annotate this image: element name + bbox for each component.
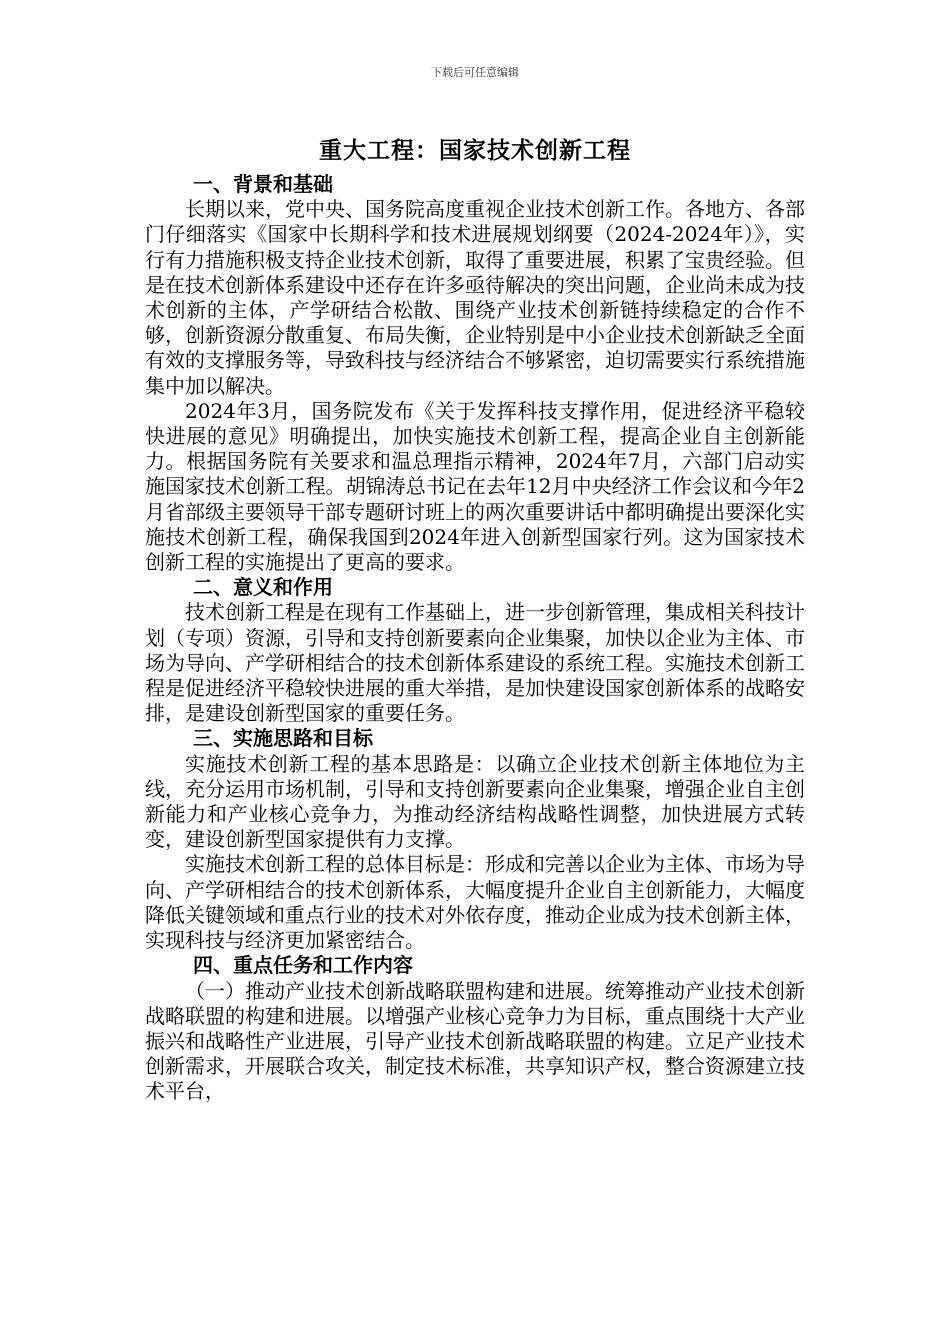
document-body xyxy=(145,172,805,1105)
section-heading: 四、重点任务和工作内容 xyxy=(193,953,413,978)
section-heading: 三、实施思路和目标 xyxy=(193,726,373,751)
paragraph: 实施技术创新工程的基本思路是：以确立企业技术创新主体地位为主线，充分运用市场机制，引导和支持创新要素向企业集聚，增强企业自主创新能力和产业核心竞争力，为推动经济结构战略性调整，加快进展方式转变，建设创新型国家提供有力支撑。 xyxy=(145,751,805,852)
paragraph: 技术创新工程是在现有工作基础上，进一步创新管理，集成相关科技计划（专项）资源，引导和支持创新要素向企业集聚，加快以企业为主体、市场为导向、产学研相结合的技术创新体系建设的系统工程。实施技术创新工程是促进经济平稳较快进展的重大举措，是加快建设国家创新体系的战略安排，是建设创新型国家的重要任务。 xyxy=(145,600,805,726)
section-significance xyxy=(145,575,805,726)
section-approach-goals xyxy=(145,726,805,953)
section-heading: 二、意义和作用 xyxy=(193,575,333,600)
section-key-tasks xyxy=(145,953,805,1104)
paragraph: 2024年3月，国务院发布《关于发挥科技支撑作用，促进经济平稳较快进展的意见》明确提出，加快实施技术创新工程，提高企业自主创新能力。根据国务院有关要求和温总理指示精神，2024年7月，六部门启动实施国家技术创新工程。胡锦涛总书记在去年12月中央经济工作会议和今年2月省部级主要领导干部专题研讨班上的两次重要讲话中都明确提出要深化实施技术创新工程，确保我国到2024年进入创新型国家行列。这为国家技术创新工程的实施提出了更高的要求。 xyxy=(145,398,805,575)
page-header-note: 下载后可任意编辑 xyxy=(431,66,519,79)
document-title: 重大工程：国家技术创新工程 xyxy=(319,138,631,164)
section-heading: 一、背景和基础 xyxy=(193,172,333,196)
paragraph: 实施技术创新工程的总体目标是：形成和完善以企业为主体、市场为导向、产学研相结合的技术创新体系，大幅度提升企业自主创新能力，大幅度降低关键领域和重点行业的技术对外依存度，推动企业成为技术创新主体，实现科技与经济更加紧密结合。 xyxy=(145,852,805,953)
paragraph: 长期以来，党中央、国务院高度重视企业技术创新工作。各地方、各部门仔细落实《国家中长期科学和技术进展规划纲要（2024-2024年）》，实行有力措施积极支持企业技术创新，取得了重要进展，积累了宝贵经验。但是在技术创新体系建设中还存在许多亟待解决的突出问题，企业尚未成为技术创新的主体，产学研结合松散、围绕产业技术创新链持续稳定的合作不够，创新资源分散重复、布局失衡，企业特别是中小企业技术创新缺乏全面有效的支撑服务等，导致科技与经济结合不够紧密，迫切需要实行系统措施集中加以解决。 xyxy=(145,197,805,398)
paragraph: （一）推动产业技术创新战略联盟构建和进展。统筹推动产业技术创新战略联盟的构建和进展。以增强产业核心竞争力为目标，重点围绕十大产业振兴和战略性产业进展，引导产业技术创新战略联盟的构建。立足产业技术创新需求，开展联合攻关，制定技术标准，共享知识产权，整合资源建立技术平台， xyxy=(145,978,805,1104)
section-background xyxy=(145,172,805,575)
